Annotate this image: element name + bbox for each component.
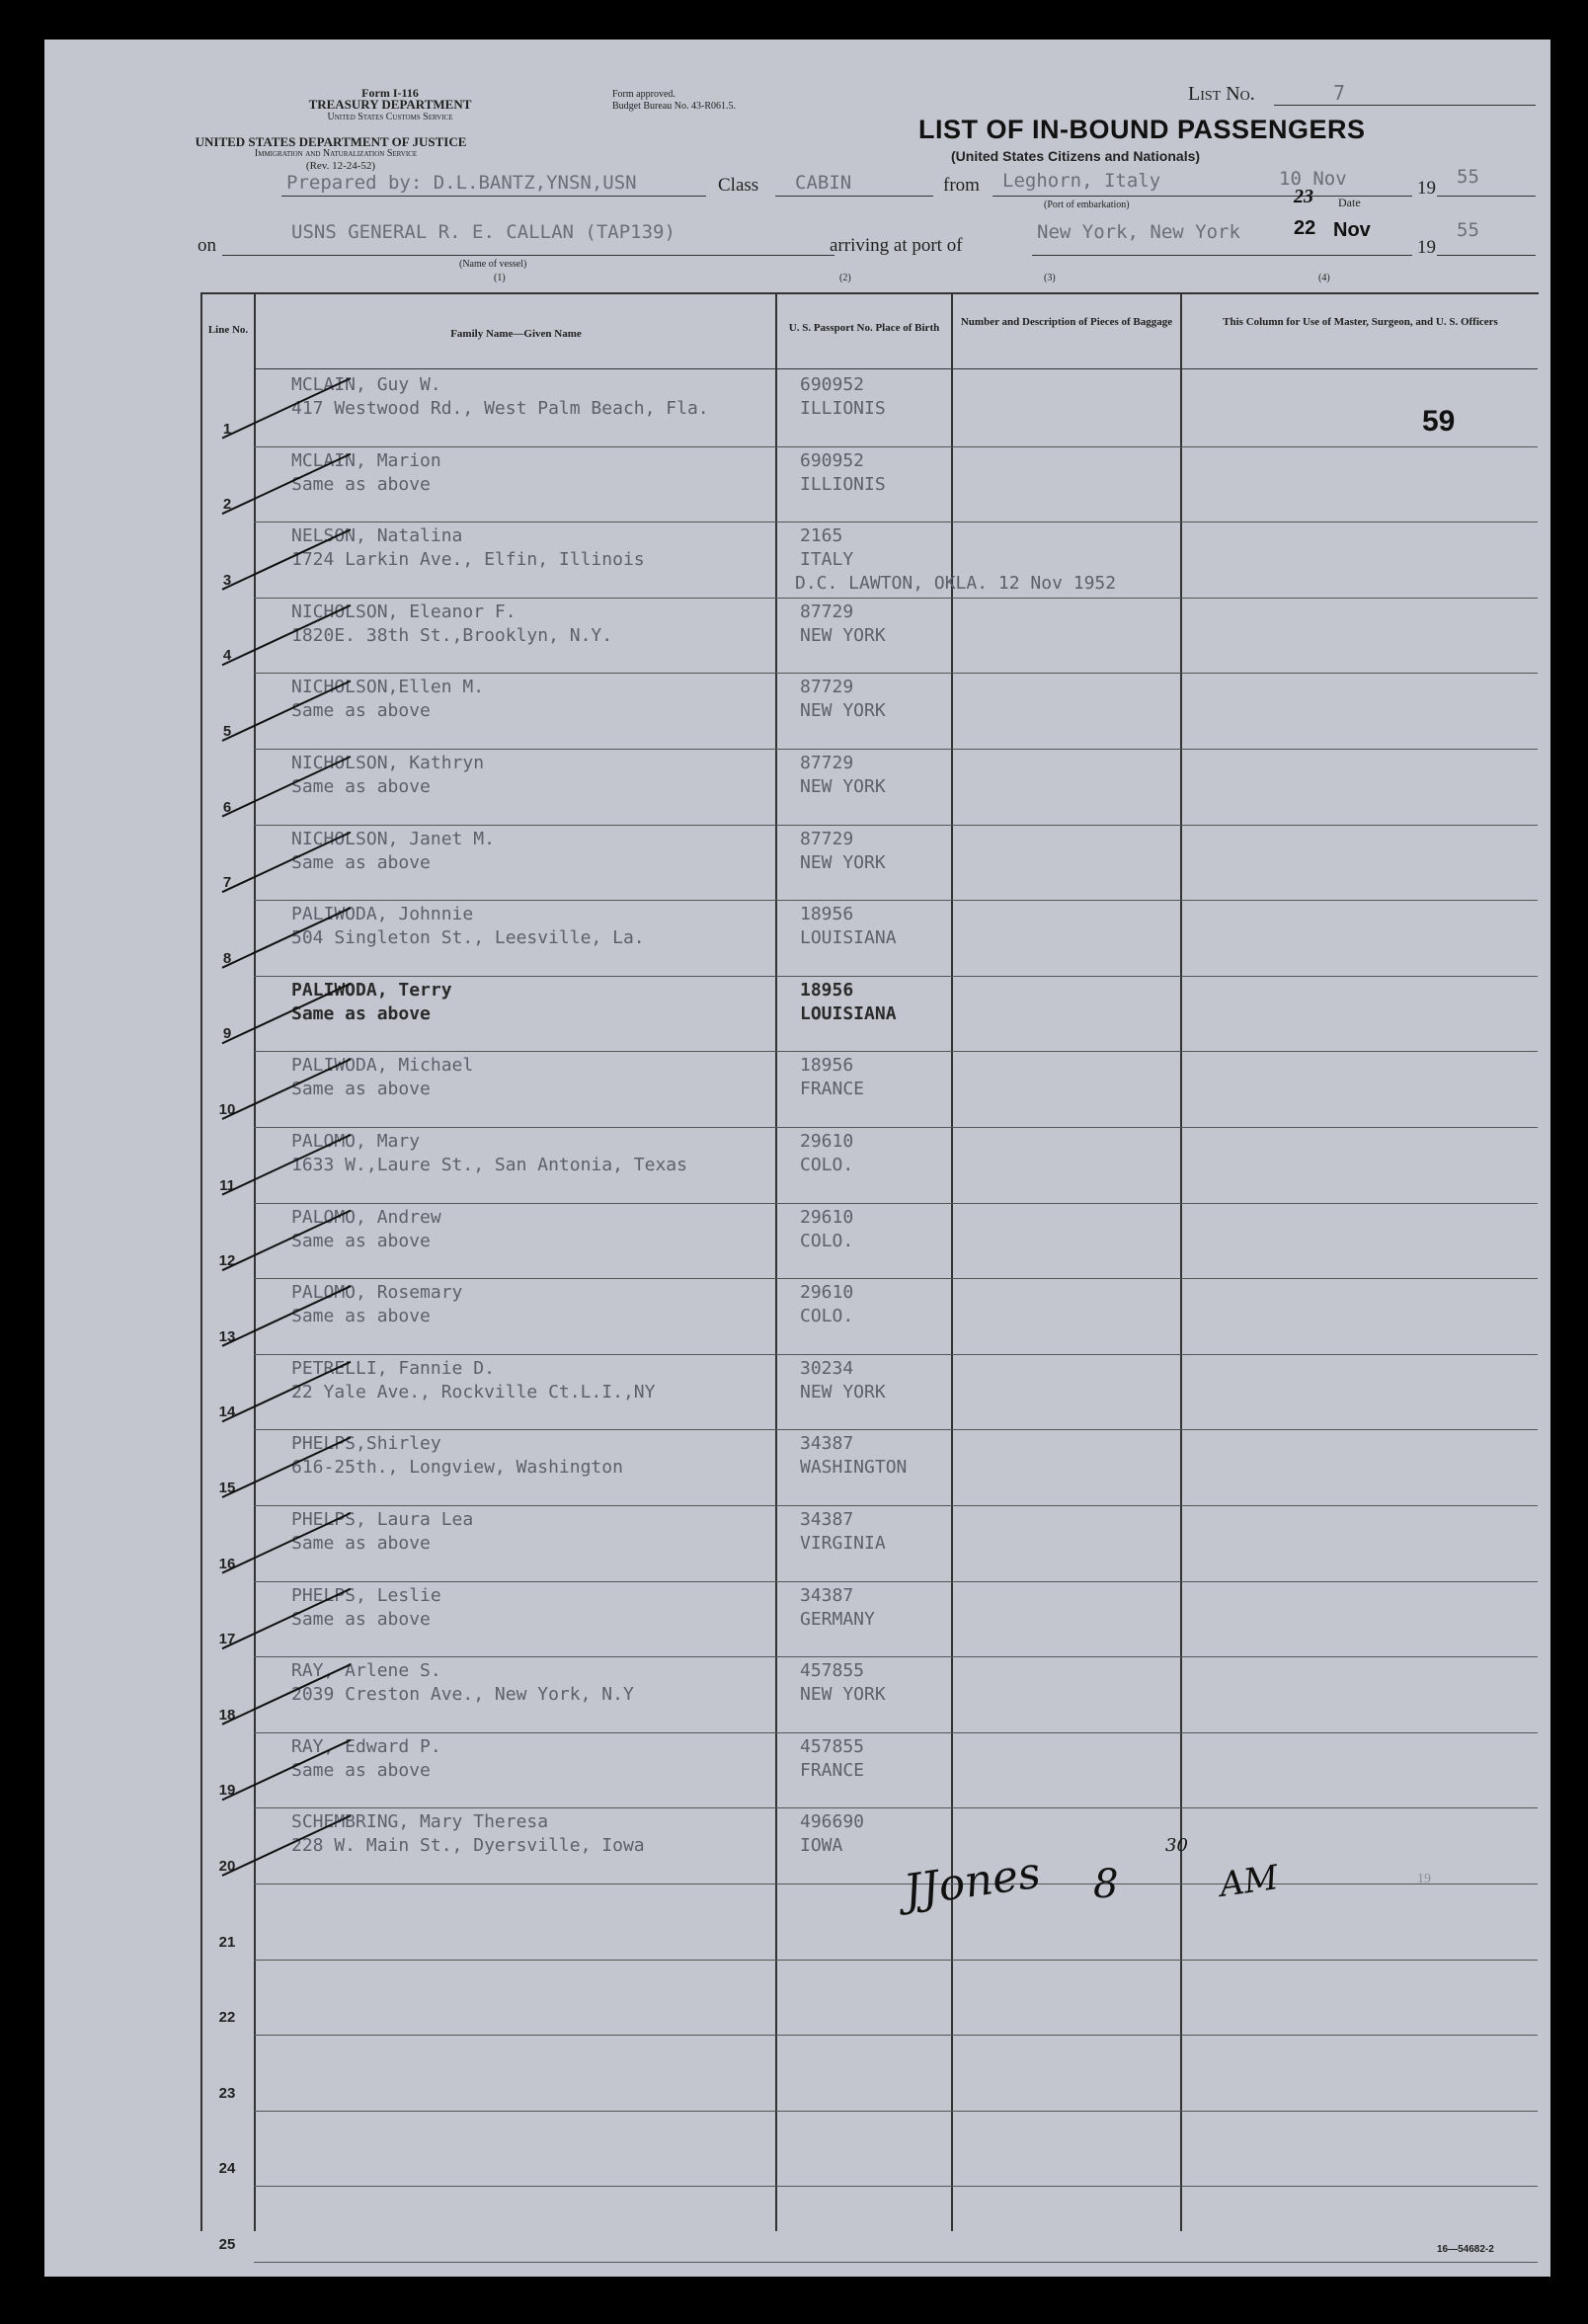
line-number: 22 — [218, 2009, 236, 2027]
passenger-name: NELSON, Natalina — [291, 525, 463, 547]
passenger-name: MCLAIN, Marion — [291, 449, 441, 471]
line-number: 19 — [218, 1782, 236, 1800]
passenger-address: 22 Yale Ave., Rockville Ct.L.I.,NY — [291, 1381, 656, 1402]
line-number: 17 — [218, 1631, 236, 1648]
passenger-name: PALOMO, Mary — [291, 1131, 421, 1152]
passport-number: 29610 — [800, 1206, 854, 1228]
line-number: 4 — [222, 647, 232, 665]
line-number: 8 — [222, 949, 232, 967]
line-number: 25 — [218, 2236, 236, 2253]
col-num-3: (3) — [1044, 273, 1056, 283]
check-mark — [222, 1664, 351, 1724]
birthplace: GERMANY — [800, 1608, 875, 1630]
check-mark — [222, 1589, 351, 1649]
passenger-name: PALIWODA, Michael — [291, 1055, 474, 1077]
passport-number: 457855 — [800, 1660, 865, 1682]
passenger-name: PHELPS,Shirley — [291, 1433, 441, 1455]
birthplace: IOWA — [800, 1835, 843, 1857]
line-number: 24 — [218, 2160, 236, 2178]
birthplace: COLO. — [800, 1306, 854, 1327]
port-embarkation-caption: (Port of embarkation) — [1044, 200, 1130, 210]
passenger-address: Same as above — [291, 1533, 431, 1554]
check-mark — [222, 1135, 351, 1195]
passport-number: 87729 — [800, 753, 854, 773]
date-correction: 23 — [1294, 186, 1313, 207]
birthplace: ILLIONIS — [800, 473, 886, 495]
check-mark — [222, 908, 351, 968]
birthplace: COLO. — [800, 1155, 854, 1175]
passenger-address: 1724 Larkin Ave., Elfin, Illinois — [291, 549, 645, 571]
passport-number: 690952 — [800, 374, 865, 395]
passport-number: 87729 — [800, 601, 854, 622]
passport-number: 18956 — [800, 1055, 854, 1077]
ins-service: Immigration and Naturalization Service — [254, 148, 418, 159]
passenger-address: Same as above — [291, 473, 431, 495]
on-label: on — [198, 235, 216, 256]
from-date: 10 Nov — [1279, 168, 1347, 190]
passport-number: 34387 — [800, 1433, 854, 1455]
arrival-day-struck: 22 — [1294, 217, 1316, 239]
birthplace: NEW YORK — [800, 1381, 886, 1402]
passport-number: 690952 — [800, 449, 865, 471]
passport-number: 457855 — [800, 1735, 865, 1757]
year-prefix-1: 19 — [1417, 178, 1436, 199]
passenger-name: RAY, Edward P. — [291, 1735, 441, 1757]
birthplace: NEW YORK — [800, 1684, 886, 1706]
line-number: 3 — [222, 571, 232, 589]
line-number: 11 — [219, 1176, 235, 1194]
form-footer-code: 16—54682-2 — [1437, 2244, 1494, 2255]
signature: JJones — [901, 1847, 1044, 1917]
line-number: 14 — [218, 1403, 236, 1421]
birthplace: NEW YORK — [800, 700, 886, 722]
passenger-address: Same as above — [291, 1079, 431, 1100]
birthplace: VIRGINIA — [800, 1533, 886, 1554]
check-mark — [222, 1740, 351, 1801]
passenger-address: 1633 W.,Laure St., San Antonia, Texas — [291, 1155, 687, 1175]
check-mark — [222, 529, 351, 590]
line-number: 21 — [218, 1933, 236, 1951]
check-mark — [222, 605, 351, 666]
year-prefix-2: 19 — [1417, 237, 1436, 258]
passenger-address: Same as above — [291, 700, 431, 722]
page-title: LIST OF IN-BOUND PASSENGERS — [918, 115, 1366, 144]
line-number: 20 — [218, 1858, 236, 1875]
line-number: 13 — [218, 1327, 236, 1345]
passenger-name: RAY, Arlene S. — [291, 1660, 441, 1682]
line-number: 6 — [222, 798, 232, 816]
page-subtitle: (United States Citizens and Nationals) — [951, 148, 1201, 164]
form-revision: (Rev. 12-24-52) — [305, 160, 376, 172]
arrival-port: New York, New York — [1037, 221, 1240, 243]
line-number: 18 — [218, 1706, 236, 1723]
passenger-name: PALIWODA, Johnnie — [291, 904, 474, 925]
line-number: 15 — [218, 1480, 236, 1496]
col-header-officers: This Column for Use of Master, Surgeon, and U. S. Officers — [1223, 316, 1498, 328]
passenger-address: Same as above — [291, 776, 431, 797]
passenger-address: Same as above — [291, 1002, 431, 1024]
check-mark — [222, 833, 351, 893]
passport-number: 34387 — [800, 1509, 854, 1530]
budget-bureau: Budget Bureau No. 43-R061.5. — [612, 101, 736, 112]
from-port: Leghorn, Italy — [1002, 170, 1161, 192]
check-mark — [222, 1815, 351, 1876]
treasury-dept: TREASURY DEPARTMENT — [308, 97, 472, 112]
col-num-2: (2) — [839, 273, 851, 283]
line-number: 23 — [218, 2084, 236, 2102]
prepared-by: Prepared by: D.L.BANTZ,YNSN,USN — [286, 172, 637, 194]
check-mark — [222, 1437, 351, 1497]
passport-number: 29610 — [800, 1282, 854, 1304]
passport-number: 34387 — [800, 1584, 854, 1606]
birthplace: LOUISIANA — [800, 1002, 897, 1024]
passenger-address: Same as above — [291, 1306, 431, 1327]
passenger-address: 417 Westwood Rd., West Palm Beach, Fla. — [291, 398, 709, 419]
list-number: 7 — [1333, 81, 1346, 105]
line-number: 2 — [222, 496, 232, 514]
check-mark — [222, 1059, 351, 1119]
check-mark — [222, 1513, 351, 1573]
passenger-address: Same as above — [291, 1759, 431, 1781]
passenger-name: PALIWODA, Terry — [291, 979, 452, 1001]
passenger-address: 504 Singleton St., Leesville, La. — [291, 927, 645, 949]
signature-time-minutes: 30 — [1165, 1835, 1188, 1856]
signature-time: 8 — [1093, 1862, 1119, 1907]
form-page — [44, 40, 1550, 2277]
passenger-address: 1820E. 38th St.,Brooklyn, N.Y. — [291, 624, 613, 646]
passenger-name: NICHOLSON,Ellen M. — [291, 677, 485, 698]
form-approved: Form approved. — [612, 89, 675, 100]
passenger-address: 616-25th., Longview, Washington — [291, 1457, 623, 1479]
check-mark — [222, 378, 351, 439]
passport-number: 18956 — [800, 979, 854, 1001]
passenger-address: Same as above — [291, 1608, 431, 1630]
col-header-line-no: Line No. — [207, 324, 249, 336]
line-number: 5 — [222, 723, 232, 740]
col-header-name: Family Name—Given Name — [450, 328, 582, 340]
check-mark — [222, 681, 351, 741]
date-label: Date — [1338, 196, 1361, 209]
birthplace: LOUISIANA — [800, 927, 897, 949]
passenger-address: 2039 Creston Ave., New York, N.Y — [291, 1684, 634, 1706]
page-stamp: 59 — [1422, 405, 1456, 438]
signature-ampm: AM — [1217, 1858, 1281, 1905]
form-number: Form I-116 — [361, 86, 419, 100]
passenger-name: NICHOLSON, Kathryn — [291, 753, 485, 773]
line-number: 16 — [218, 1555, 236, 1572]
passenger-address: Same as above — [291, 1230, 431, 1251]
line-number: 1 — [222, 420, 232, 438]
passport-number: 29610 — [800, 1131, 854, 1152]
arrival-month: Nov — [1333, 219, 1371, 241]
col-header-baggage: Number and Description of Pieces of Baggage — [960, 316, 1173, 328]
col-header-passport: U. S. Passport No. Place of Birth — [788, 322, 940, 334]
year-1: 55 — [1457, 166, 1479, 188]
birthplace: FRANCE — [800, 1759, 865, 1781]
check-mark — [222, 454, 351, 515]
check-mark — [222, 1362, 351, 1422]
line-number: 7 — [222, 874, 232, 892]
passenger-name: PALOMO, Rosemary — [291, 1282, 463, 1304]
passenger-name: PALOMO, Andrew — [291, 1206, 441, 1228]
birthplace: ILLIONIS — [800, 398, 886, 419]
faint-total: 19 — [1417, 1872, 1431, 1886]
passport-number: 30234 — [800, 1357, 854, 1379]
check-mark — [222, 1286, 351, 1346]
vessel-caption: (Name of vessel) — [459, 259, 527, 270]
birthplace: NEW YORK — [800, 776, 886, 797]
list-number-label: List No. — [1188, 83, 1255, 105]
passenger-name: MCLAIN, Guy W. — [291, 374, 441, 395]
passport-number: 18956 — [800, 904, 854, 925]
passport-number: 496690 — [800, 1811, 865, 1833]
birthplace: COLO. — [800, 1230, 854, 1251]
passenger-name: SCHEMBRING, Mary Theresa — [291, 1811, 549, 1833]
birthplace: NEW YORK — [800, 851, 886, 873]
birthplace: WASHINGTON — [800, 1457, 908, 1479]
line-number: 9 — [222, 1025, 232, 1043]
year-2: 55 — [1457, 219, 1479, 241]
justice-dept: UNITED STATES DEPARTMENT OF JUSTICE — [195, 134, 467, 149]
birthplace: NEW YORK — [800, 624, 886, 646]
class-value: CABIN — [795, 172, 852, 194]
customs-service: United States Customs Service — [327, 112, 453, 122]
line-number: 12 — [218, 1252, 236, 1270]
naturalization-note: D.C. LAWTON, OKLA. 12 Nov 1952 — [795, 573, 1117, 594]
passenger-name: PHELPS, Leslie — [291, 1584, 441, 1606]
passenger-name: NICHOLSON, Eleanor F. — [291, 601, 516, 622]
passenger-address: 228 W. Main St., Dyersville, Iowa — [291, 1835, 645, 1857]
check-mark — [222, 1211, 351, 1271]
line-number: 10 — [218, 1101, 236, 1118]
check-mark — [222, 757, 351, 817]
check-marks — [44, 40, 1550, 2277]
passenger-name: PETRELLI, Fannie D. — [291, 1357, 495, 1379]
passport-number: 87729 — [800, 828, 854, 849]
passenger-name: NICHOLSON, Janet M. — [291, 828, 495, 849]
col-num-1: (1) — [494, 273, 506, 283]
birthplace: FRANCE — [800, 1079, 865, 1100]
check-mark — [222, 984, 351, 1044]
passport-number: 2165 — [800, 525, 843, 547]
passenger-name: PHELPS, Laura Lea — [291, 1509, 474, 1530]
class-label: Class — [718, 175, 759, 196]
birthplace: ITALY — [800, 549, 854, 571]
passenger-address: Same as above — [291, 851, 431, 873]
col-num-4: (4) — [1318, 273, 1330, 283]
arriving-label: arriving at port of — [830, 235, 963, 256]
vessel-name: USNS GENERAL R. E. CALLAN (TAP139) — [291, 221, 675, 243]
from-label: from — [943, 175, 980, 196]
passport-number: 87729 — [800, 677, 854, 698]
